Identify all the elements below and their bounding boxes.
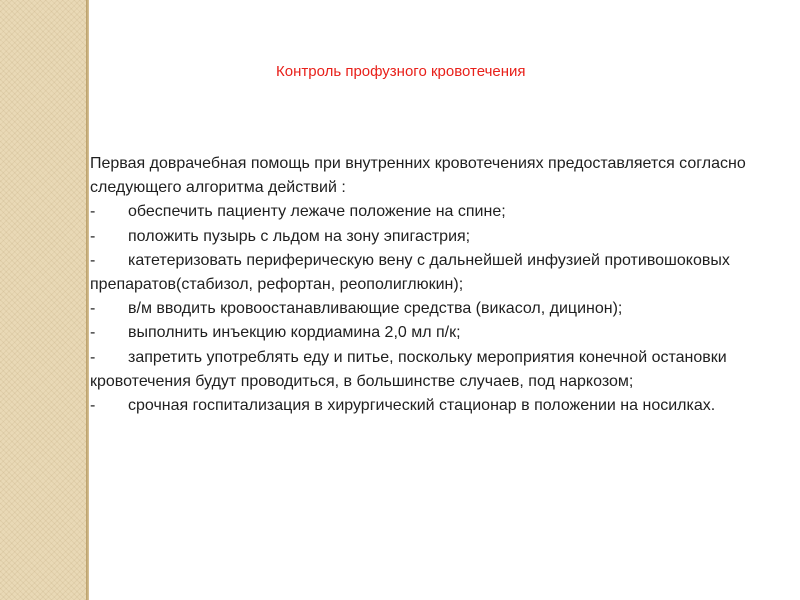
list-item <box>90 346 790 394</box>
bullet-dash: - <box>90 300 96 318</box>
bullet-dash: - <box>90 203 96 221</box>
list-item-text: срочная госпитализация в хирургический стационар в положении на носилках. <box>128 397 716 415</box>
list-item-text: запретить употреблять еду и питье, поскольку мероприятия конечной остановки кровотечения будут проводиться, в большинстве случаев, под наркозом; <box>90 348 727 390</box>
list-item-text: положить пузырь с льдом на зону эпигастрия; <box>128 227 471 245</box>
bullet-dash: - <box>90 348 96 366</box>
intro-paragraph: Первая доврачебная помощь при внутренних кровотечениях предоставляется согласно следующего алгоритма действий : <box>90 155 746 197</box>
list-item <box>90 297 790 321</box>
list-item <box>90 200 790 224</box>
slide-body <box>90 152 790 418</box>
list-item-text: выполнить инъекцию кордиамина 2,0 мл п/к; <box>128 324 461 342</box>
decorative-side-bar <box>0 0 86 600</box>
list-item <box>90 225 790 249</box>
bullet-dash: - <box>90 397 96 415</box>
bullet-dash: - <box>90 324 96 342</box>
bullet-dash: - <box>90 251 96 269</box>
bullet-dash: - <box>90 227 96 245</box>
list-item-text: обеспечить пациенту лежаче положение на спине; <box>128 203 506 221</box>
list-item <box>90 249 790 297</box>
list-item <box>90 394 790 418</box>
side-bar-edge <box>86 0 89 600</box>
list-item <box>90 321 790 345</box>
list-item-text: катетеризовать периферическую вену с дальнейшей инфузией противошоковых препаратов(стабизол, рефортан, реополиглюкин); <box>90 251 730 294</box>
list-item-text: в/м вводить кровоостанавливающие средства (викасол, дицинон); <box>128 300 623 318</box>
slide-title: Контроль профузного кровотечения <box>276 63 526 80</box>
